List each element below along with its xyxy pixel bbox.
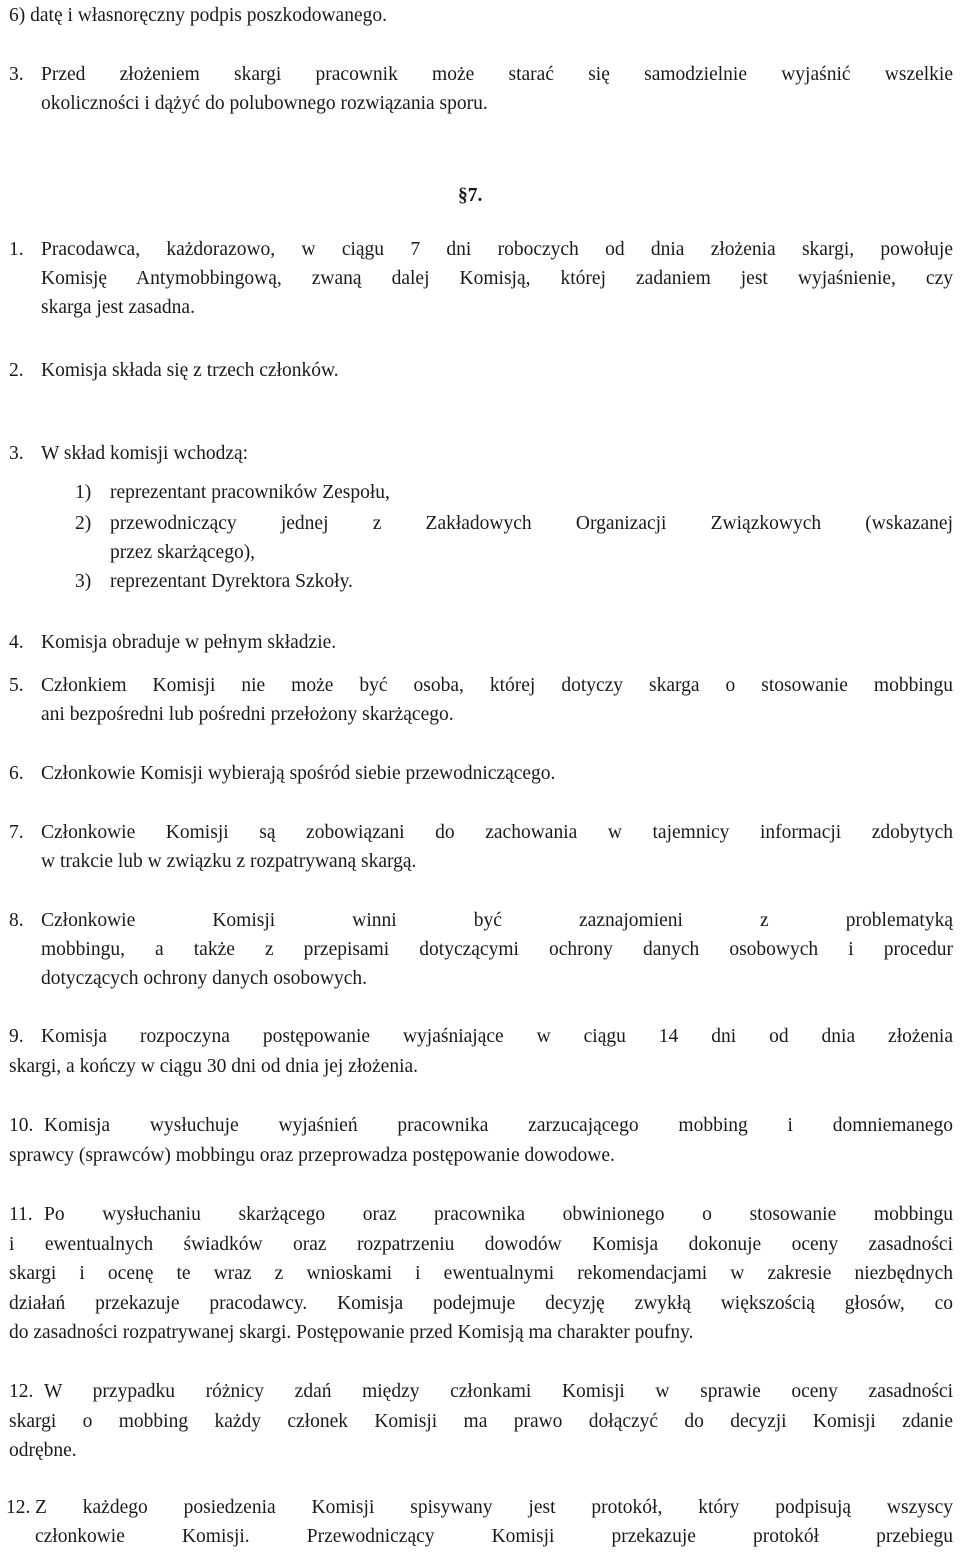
section-title: §7. xyxy=(458,185,483,206)
item-text: dotyczących ochrony danych osobowych. xyxy=(41,968,367,989)
item-number: 7. xyxy=(9,822,24,843)
item-text: Po wysłuchaniu skarżącego oraz pracownika obwinionego o stosowanie mobbingu xyxy=(44,1204,953,1225)
item-text: W skład komisji wchodzą: xyxy=(41,443,249,464)
item-text: Członkowie Komisji winni być zaznajomieni z problematyką xyxy=(41,910,953,931)
item-text: Komisja rozpoczyna postępowanie wyjaśniające w ciągu 14 dni od dnia złożenia xyxy=(41,1026,953,1047)
item-number: 3. xyxy=(9,443,24,464)
item-text: Pracodawca, każdorazowo, w ciągu 7 dni roboczych od dnia złożenia skargi, powołuje xyxy=(41,239,953,260)
item-number: 11. xyxy=(9,1204,33,1225)
sublist-number: 2) xyxy=(75,513,92,534)
item-number: 12. xyxy=(9,1381,34,1402)
item-text: W przypadku różnicy zdań między członkami Komisji w sprawie oceny zasadności xyxy=(44,1381,953,1402)
item-text: skargi i ocenę te wraz z wnioskami i ewentualnymi rekomendacjami w zakresie niezbędnych xyxy=(9,1263,953,1284)
item-number: 12. xyxy=(6,1497,31,1518)
item-number: 1. xyxy=(9,239,24,260)
item-text: ani bezpośredni lub pośredni przełożony skarżącego. xyxy=(41,704,454,725)
sublist-text: przez skarżącego), xyxy=(110,542,256,563)
item-text: Członkowie Komisji są zobowiązani do zachowania w tajemnicy informacji zdobytych xyxy=(41,822,953,843)
item-text: skarga jest zasadna. xyxy=(41,297,195,318)
item-text: Komisja składa się z trzech członków. xyxy=(41,360,339,381)
item-text: działań przekazuje pracodawcy. Komisja podejmuje decyzję zwykłą większością głosów, co xyxy=(9,1293,953,1314)
list-item-6-signature: 6) datę i własnoręczny podpis poszkodowanego. xyxy=(9,5,387,26)
item-text: skargi, a kończy w ciągu 30 dni od dnia jej złożenia. xyxy=(9,1056,419,1077)
sublist-number: 3) xyxy=(75,571,92,592)
item-number: 6. xyxy=(9,763,24,784)
paragraph-text: Przed złożeniem skargi pracownik może starać się samodzielnie wyjaśnić wszelkie xyxy=(41,64,953,85)
item-text: Komisja wysłuchuje wyjaśnień pracownika zarzucającego mobbing i domniemanego xyxy=(44,1115,953,1136)
item-text: skargi o mobbing każdy członek Komisji ma prawo dołączyć do decyzji Komisji zdanie xyxy=(9,1411,953,1432)
item-text: mobbingu, a także z przepisami dotyczącymi ochrony danych osobowych i procedur xyxy=(41,939,953,960)
item-text: Komisja obraduje w pełnym składzie. xyxy=(41,632,337,653)
item-number: 4. xyxy=(9,632,24,653)
sublist-text: reprezentant pracowników Zespołu, xyxy=(110,482,390,503)
sublist-text: przewodniczący jednej z Zakładowych Organizacji Związkowych (wskazanej xyxy=(110,513,953,534)
sublist-number: 1) xyxy=(75,482,92,503)
item-number: 9. xyxy=(9,1026,24,1047)
item-text: w trakcie lub w związku z rozpatrywaną skargą. xyxy=(41,851,417,872)
item-text: do zasadności rozpatrywanej skargi. Postępowanie przed Komisją ma charakter poufny. xyxy=(9,1322,694,1343)
item-text: Członkiem Komisji nie może być osoba, której dotyczy skarga o stosowanie mobbingu xyxy=(41,675,953,696)
item-text: Komisję Antymobbingową, zwaną dalej Komisją, której zadaniem jest wyjaśnienie, czy xyxy=(41,268,953,289)
sublist-text: reprezentant Dyrektora Szkoły. xyxy=(110,571,353,592)
paragraph-text: okoliczności i dążyć do polubownego rozwiązania sporu. xyxy=(41,93,488,114)
item-text: odrębne. xyxy=(9,1440,77,1461)
item-number: 8. xyxy=(9,910,24,931)
item-text: i ewentualnych świadków oraz rozpatrzeniu dowodów Komisja dokonuje oceny zasadności xyxy=(9,1234,953,1255)
item-number: 5. xyxy=(9,675,24,696)
item-text: Członkowie Komisji wybierają spośród siebie przewodniczącego. xyxy=(41,763,556,784)
item-number: 10. xyxy=(9,1115,34,1136)
item-text: członkowie Komisji. Przewodniczący Komisji przekazuje protokół przebiegu xyxy=(35,1526,953,1547)
item-text: sprawcy (sprawców) mobbingu oraz przeprowadza postępowanie dowodowe. xyxy=(9,1145,615,1166)
paragraph-number: 3. xyxy=(9,64,24,85)
item-text: Z każdego posiedzenia Komisji spisywany jest protokół, który podpisują wszyscy xyxy=(35,1497,953,1518)
item-number: 2. xyxy=(9,360,24,381)
